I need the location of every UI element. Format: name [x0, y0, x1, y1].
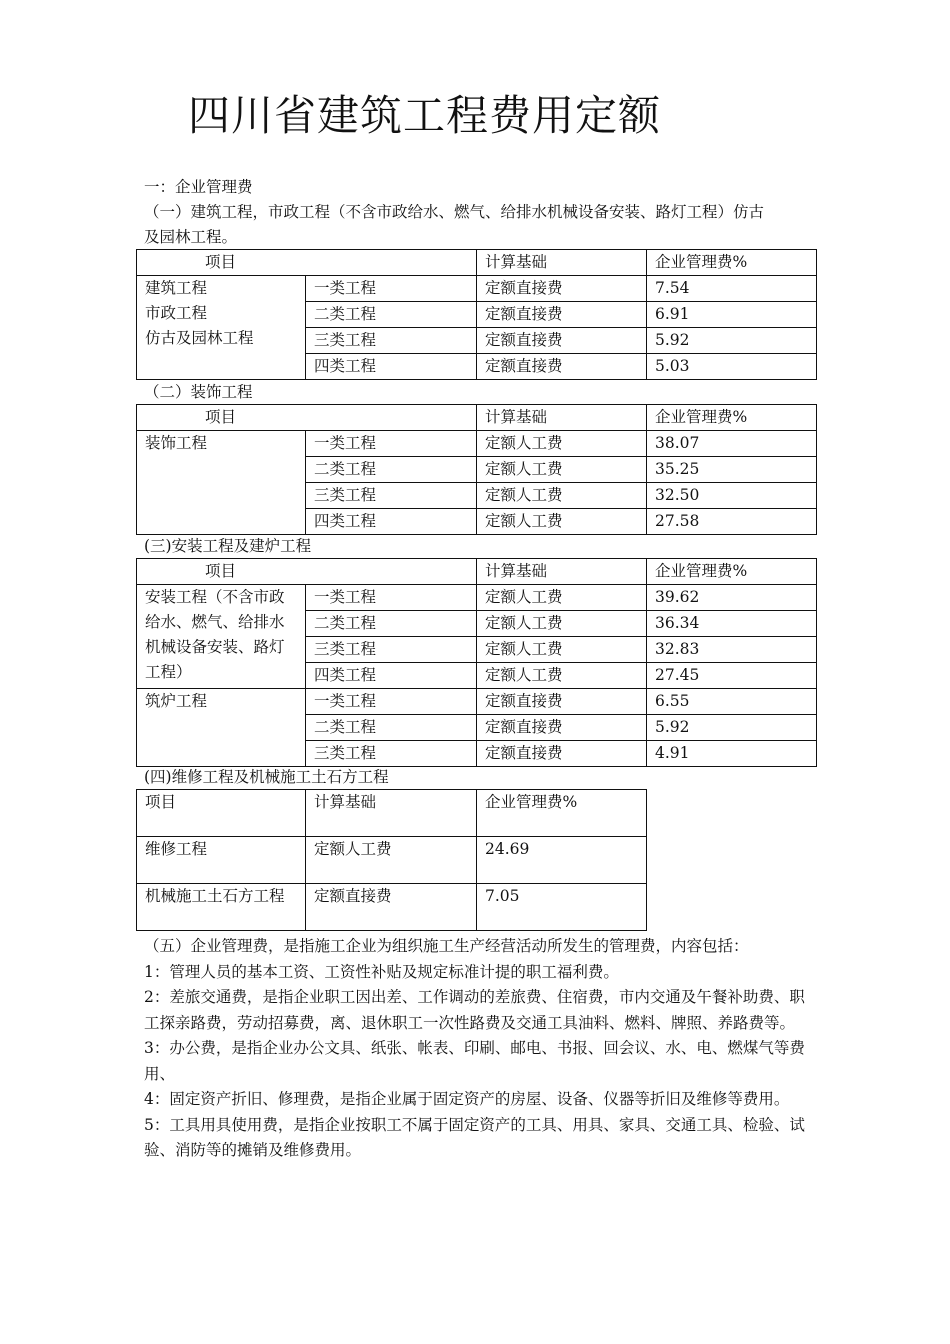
- sub3-heading: (三)安装工程及建炉工程: [144, 537, 312, 555]
- table-header-row: [137, 790, 647, 837]
- base-cell: 定额人工费: [477, 431, 647, 457]
- rate-cell: 6.91: [647, 302, 817, 328]
- note-item: 3：办公费，是指企业办公文具、纸张、帐表、印刷、邮电、书报、回会议、水、电、燃煤气等费用、: [144, 1039, 805, 1083]
- rate-cell: 38.07: [647, 431, 817, 457]
- table-installation-works: [136, 558, 817, 767]
- class-cell: 二类工程: [306, 302, 477, 328]
- group-label: 市政工程: [145, 304, 208, 322]
- group-label: 装饰工程: [137, 431, 306, 535]
- base-cell: 定额直接费: [477, 689, 647, 715]
- base-cell: 定额人工费: [477, 585, 647, 611]
- table-row: [137, 431, 817, 457]
- rate-cell: 35.25: [647, 457, 817, 483]
- group-label: 安装工程（不含市政给水、燃气、给排水机械设备安装、路灯工程）: [137, 585, 306, 689]
- rate-cell: 27.45: [647, 663, 817, 689]
- document-title: 四川省建筑工程费用定额: [188, 91, 662, 140]
- sub1-heading-line2: 及园林工程。: [144, 228, 238, 246]
- rate-cell: 39.62: [647, 585, 817, 611]
- header-base: 计算基础: [477, 559, 647, 585]
- class-cell: 二类工程: [306, 611, 477, 637]
- note-item: 5：工具用具使用费，是指企业按职工不属于固定资产的工具、用具、家具、交通工具、检验、试验、消防等的摊销及维修费用。: [144, 1115, 805, 1159]
- base-cell: 定额直接费: [477, 276, 647, 302]
- item-cell: 维修工程: [137, 837, 306, 884]
- rate-cell: 7.54: [647, 276, 817, 302]
- class-cell: 二类工程: [306, 715, 477, 741]
- table-row: [137, 689, 817, 715]
- notes-intro: （五）企业管理费，是指施工企业为组织施工生产经营活动所发生的管理费，内容包括：: [144, 937, 749, 955]
- class-cell: 四类工程: [306, 663, 477, 689]
- table-building-works: [136, 249, 817, 380]
- base-cell: 定额人工费: [477, 457, 647, 483]
- rate-cell: 36.34: [647, 611, 817, 637]
- table-header-row: [137, 405, 817, 431]
- base-cell: 定额直接费: [306, 884, 477, 931]
- header-rate: 企业管理费%: [477, 790, 647, 837]
- base-cell: 定额人工费: [477, 663, 647, 689]
- item-cell: 机械施工土石方工程: [137, 884, 306, 931]
- rate-cell: 32.50: [647, 483, 817, 509]
- rate-cell: 4.91: [647, 741, 817, 767]
- class-cell: 三类工程: [306, 741, 477, 767]
- sub4-heading: (四)维修工程及机械施工土石方工程: [144, 768, 389, 786]
- group-label: 筑炉工程: [137, 689, 306, 767]
- group-cell: [137, 276, 306, 380]
- rate-cell: 5.03: [647, 354, 817, 380]
- section1-heading: 一：企业管理费: [144, 178, 253, 196]
- rate-cell: 32.83: [647, 637, 817, 663]
- base-cell: 定额直接费: [477, 354, 647, 380]
- header-rate: 企业管理费%: [647, 559, 817, 585]
- note-item: 4：固定资产折旧、修理费，是指企业属于固定资产的房屋、设备、仪器等折旧及维修等费用。: [144, 1090, 790, 1108]
- header-base: 计算基础: [477, 250, 647, 276]
- rate-cell: 6.55: [647, 689, 817, 715]
- class-cell: 四类工程: [306, 354, 477, 380]
- sub1-heading-line1: （一）建筑工程，市政工程（不含市政给水、燃气、给排水机械设备安装、路灯工程）仿古: [144, 203, 765, 221]
- header-base: 计算基础: [306, 790, 477, 837]
- header-item: 项目: [137, 405, 477, 431]
- table-row: [137, 585, 817, 611]
- rate-cell: 27.58: [647, 509, 817, 535]
- rate-cell: 5.92: [647, 715, 817, 741]
- base-cell: 定额直接费: [477, 328, 647, 354]
- class-cell: 二类工程: [306, 457, 477, 483]
- table-header-row: [137, 559, 817, 585]
- header-item: 项目: [137, 559, 477, 585]
- class-cell: 一类工程: [306, 689, 477, 715]
- class-cell: 三类工程: [306, 328, 477, 354]
- header-item: 项目: [137, 250, 477, 276]
- note-item: 2：差旅交通费，是指企业职工因出差、工作调动的差旅费、住宿费，市内交通及午餐补助费、职工探亲路费，劳动招募费，离、退休职工一次性路费及交通工具油料、燃料、牌照、养路费等。: [144, 988, 805, 1032]
- base-cell: 定额人工费: [477, 611, 647, 637]
- sub2-heading: （二）装饰工程: [144, 383, 253, 401]
- base-cell: 定额直接费: [477, 741, 647, 767]
- group-label: 仿古及园林工程: [145, 329, 254, 347]
- table-row: [137, 884, 647, 931]
- class-cell: 一类工程: [306, 431, 477, 457]
- table-decoration-works: [136, 404, 817, 535]
- base-cell: 定额人工费: [477, 637, 647, 663]
- rate-cell: 24.69: [477, 837, 647, 884]
- class-cell: 一类工程: [306, 276, 477, 302]
- table-row: [137, 276, 817, 302]
- notes-section: [144, 934, 818, 1164]
- table-header-row: [137, 250, 817, 276]
- header-rate: 企业管理费%: [647, 250, 817, 276]
- header-base: 计算基础: [477, 405, 647, 431]
- group-label: 建筑工程: [145, 279, 208, 297]
- note-item: 1：管理人员的基本工资、工资性补贴及规定标准计提的职工福利费。: [144, 962, 619, 981]
- class-cell: 四类工程: [306, 509, 477, 535]
- rate-cell: 7.05: [477, 884, 647, 931]
- base-cell: 定额人工费: [306, 837, 477, 884]
- base-cell: 定额人工费: [477, 509, 647, 535]
- class-cell: 一类工程: [306, 585, 477, 611]
- header-item: 项目: [137, 790, 306, 837]
- base-cell: 定额直接费: [477, 302, 647, 328]
- base-cell: 定额人工费: [477, 483, 647, 509]
- rate-cell: 5.92: [647, 328, 817, 354]
- class-cell: 三类工程: [306, 637, 477, 663]
- header-rate: 企业管理费%: [647, 405, 817, 431]
- table-repair-earthwork: [136, 789, 647, 931]
- table-row: [137, 837, 647, 884]
- class-cell: 三类工程: [306, 483, 477, 509]
- base-cell: 定额直接费: [477, 715, 647, 741]
